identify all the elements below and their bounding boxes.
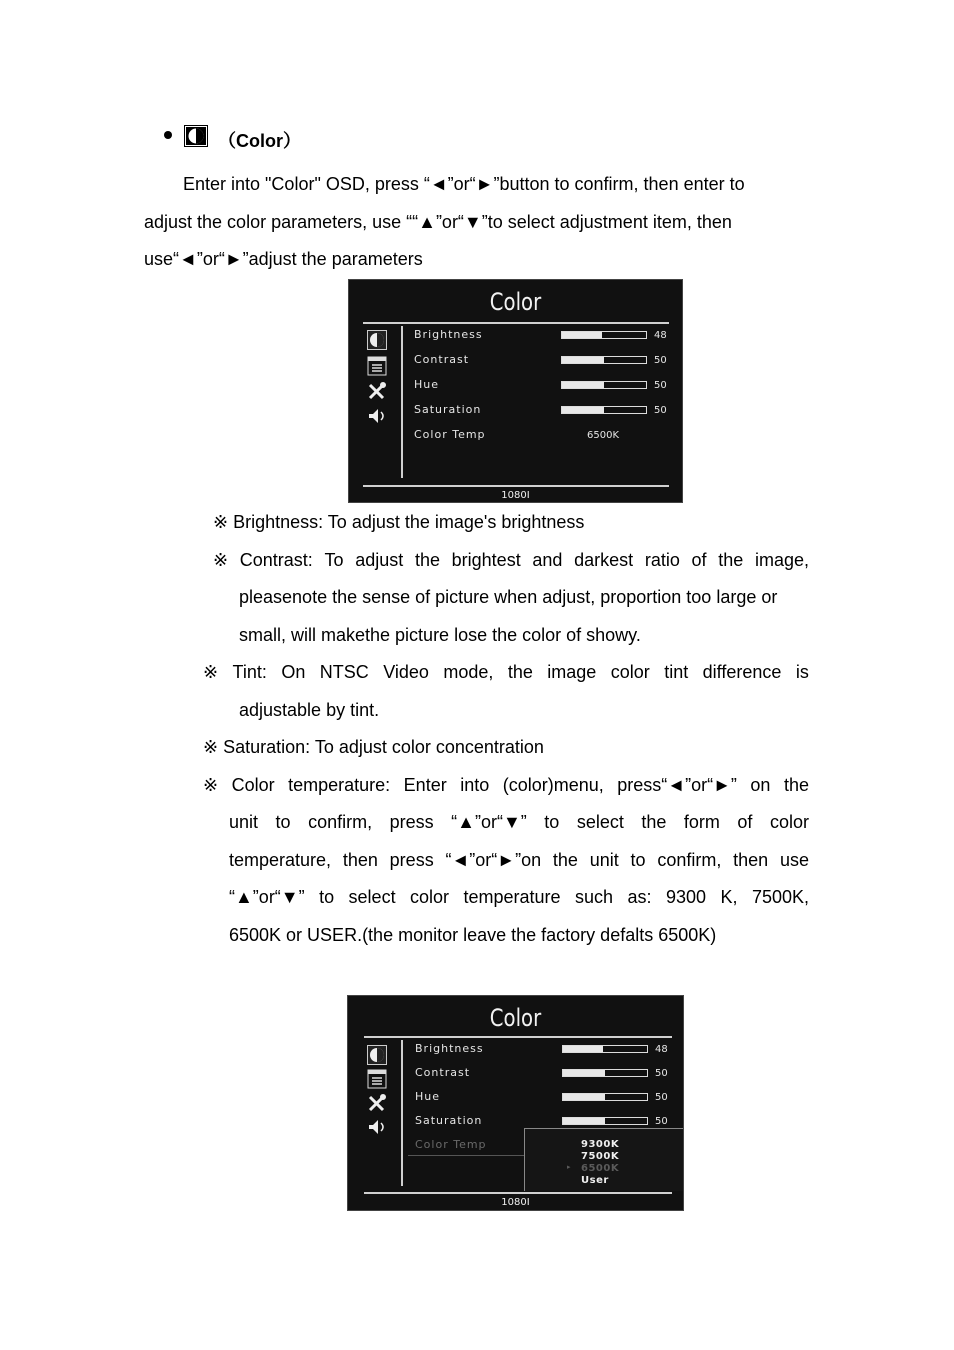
note-color-temp-line-2 [229, 811, 809, 833]
color-icon [367, 1045, 387, 1065]
word: ※ [203, 662, 219, 682]
osd-label-saturation: Saturation [415, 1114, 483, 1127]
note-tint-line-1 [203, 661, 809, 683]
word: to [544, 812, 560, 832]
osd-label-hue: Hue [414, 378, 440, 391]
word: confirm, [308, 812, 373, 832]
word: brightest [451, 550, 521, 570]
word: unit [589, 850, 619, 870]
osd-value-saturation: 50 [654, 405, 667, 416]
note-saturation: ※ Saturation: To adjust color concentration [203, 737, 544, 757]
word: Video [383, 662, 429, 682]
osd-slider-fill [562, 407, 604, 413]
word: difference [702, 662, 782, 682]
note-contrast-line-2: pleasenote the sense of picture when adjust, proportion too large or [239, 587, 778, 607]
word: as: [627, 887, 652, 907]
osd-label-contrast: Contrast [415, 1066, 471, 1079]
osd-slider-fill [563, 1070, 605, 1076]
dropdown-option-6500k[interactable]: 6500K [581, 1163, 620, 1174]
osd-divider-top [363, 322, 669, 324]
word: select [348, 887, 396, 907]
osd-slider-fill [563, 1046, 603, 1052]
osd-value-saturation: 50 [655, 1116, 668, 1127]
tools-icon [367, 1093, 387, 1113]
osd-value-hue: 50 [654, 380, 667, 391]
word: mode, [443, 662, 494, 682]
intro-line-3: use“◄”or“►”adjust the parameters [144, 249, 423, 269]
word: color [610, 662, 650, 682]
osd-value-color-temp: 6500K [587, 430, 620, 441]
word: image [547, 662, 597, 682]
word: the [507, 662, 533, 682]
osd-divider-top [364, 1036, 672, 1038]
word: 9300 [665, 887, 707, 907]
osd-value-brightness: 48 [654, 330, 667, 341]
word: (color)menu, [502, 775, 604, 795]
word: then [733, 850, 769, 870]
tools-icon [367, 381, 387, 401]
osd-divider-inner [408, 1155, 524, 1156]
osd-value-contrast: 50 [654, 355, 667, 366]
osd-label-color-temp: Color Temp [414, 428, 486, 441]
osd-slider-contrast [562, 1069, 648, 1077]
word: darkest [574, 550, 634, 570]
color-icon [367, 330, 387, 350]
word: On [281, 662, 306, 682]
word: the [718, 550, 744, 570]
word: form [683, 812, 720, 832]
word: the [783, 775, 809, 795]
word: press [389, 812, 434, 832]
word: unit [229, 812, 259, 832]
word: K, [720, 887, 738, 907]
word: temperature, [229, 850, 332, 870]
word: confirm, [657, 850, 722, 870]
word: temperature [463, 887, 561, 907]
bullet [164, 131, 172, 139]
osd-label-brightness: Brightness [415, 1042, 484, 1055]
word: To [324, 550, 344, 570]
word: “◄”or“►”on [445, 850, 542, 870]
word: NTSC [319, 662, 369, 682]
note-contrast-line-1 [213, 549, 809, 571]
word: temperature: [288, 775, 391, 795]
selection-arrow-icon: ▸ [567, 1163, 572, 1171]
osd-slider-brightness [562, 1045, 648, 1053]
word: Contrast: [239, 550, 313, 570]
word: the [552, 850, 578, 870]
color-icon [184, 125, 208, 147]
osd-menu-icon [367, 356, 387, 376]
dropdown-option-9300k[interactable]: 9300K [581, 1139, 620, 1150]
osd-divider-bottom [364, 1192, 672, 1194]
word: the [414, 550, 440, 570]
osd-footer-resolution: 1080I [501, 490, 530, 501]
word: Tint: [232, 662, 267, 682]
color-temp-dropdown [524, 1128, 684, 1191]
word: color [410, 887, 450, 907]
osd-label-color-temp: Color Temp [415, 1138, 487, 1151]
word: “▲”or“▼” [451, 812, 527, 832]
osd-slider-fill [562, 357, 604, 363]
osd-menu-icon [367, 1069, 387, 1089]
word: “▲”or“▼” [229, 887, 305, 907]
word: ※ [213, 550, 229, 570]
note-color-temp-line-1 [203, 774, 809, 796]
osd-screenshot-bottom [347, 995, 684, 1211]
osd-value-brightness: 48 [655, 1044, 668, 1055]
osd-slider-fill [562, 332, 602, 338]
osd-slider-fill [563, 1094, 605, 1100]
word: and [532, 550, 563, 570]
word: to [319, 887, 335, 907]
intro-line-2: adjust the color parameters, use ““▲”or“▼”to select adjustment item, then [144, 212, 732, 232]
word: adjust [355, 550, 404, 570]
osd-footer-resolution: 1080I [501, 1197, 530, 1208]
osd-label-contrast: Contrast [414, 353, 470, 366]
word: tint [664, 662, 689, 682]
note-tint-line-2: adjustable by tint. [239, 700, 380, 720]
word: 7500K, [751, 887, 809, 907]
word: press [389, 850, 434, 870]
osd-slider-contrast [561, 356, 647, 364]
note-color-temp-line-4 [229, 886, 809, 908]
osd-divider-vertical [401, 1040, 403, 1186]
note-color-temp-line-5: 6500K or USER.(the monitor leave the factory defalts 6500K) [229, 925, 717, 945]
osd-title: Color [489, 1004, 542, 1032]
word: then [342, 850, 378, 870]
section-heading: （Color） [218, 131, 301, 151]
word: on [750, 775, 771, 795]
word: of [691, 550, 707, 570]
note-contrast-line-3: small, will makethe picture lose the color of showy. [239, 625, 641, 645]
word: into [460, 775, 490, 795]
osd-divider-vertical [401, 326, 403, 478]
osd-slider-brightness [561, 331, 647, 339]
osd-title: Color [489, 288, 542, 316]
word: to [630, 850, 646, 870]
osd-label-hue: Hue [415, 1090, 441, 1103]
word: of [737, 812, 753, 832]
osd-label-saturation: Saturation [414, 403, 482, 416]
word: the [641, 812, 667, 832]
word: such [575, 887, 614, 907]
word: to [275, 812, 291, 832]
osd-label-brightness: Brightness [414, 328, 483, 341]
word: color [769, 812, 809, 832]
osd-value-hue: 50 [655, 1092, 668, 1103]
osd-screenshot-top [348, 279, 683, 503]
osd-value-contrast: 50 [655, 1068, 668, 1079]
word: ratio [644, 550, 680, 570]
word: select [576, 812, 624, 832]
word: ※ [203, 775, 219, 795]
word: is [795, 662, 809, 682]
word: use [779, 850, 809, 870]
osd-slider-hue [562, 1093, 648, 1101]
osd-slider-saturation [561, 406, 647, 414]
dropdown-option-user[interactable]: User [581, 1175, 609, 1186]
word: press“◄”or“►” [617, 775, 737, 795]
note-brightness: ※ Brightness: To adjust the image's brightness [213, 512, 585, 532]
word: Color [231, 775, 275, 795]
dropdown-option-7500k[interactable]: 7500K [581, 1151, 620, 1162]
word: image, [754, 550, 809, 570]
intro-line-1: Enter into "Color" OSD, press “◄”or“►”button to confirm, then enter to [183, 174, 745, 194]
audio-icon [367, 406, 387, 426]
osd-slider-fill [563, 1118, 605, 1124]
osd-divider-bottom [363, 485, 669, 487]
word: Enter [403, 775, 447, 795]
osd-slider-saturation [562, 1117, 648, 1125]
audio-icon [367, 1117, 387, 1137]
note-color-temp-line-3 [229, 849, 809, 871]
osd-slider-hue [561, 381, 647, 389]
osd-slider-fill [562, 382, 604, 388]
